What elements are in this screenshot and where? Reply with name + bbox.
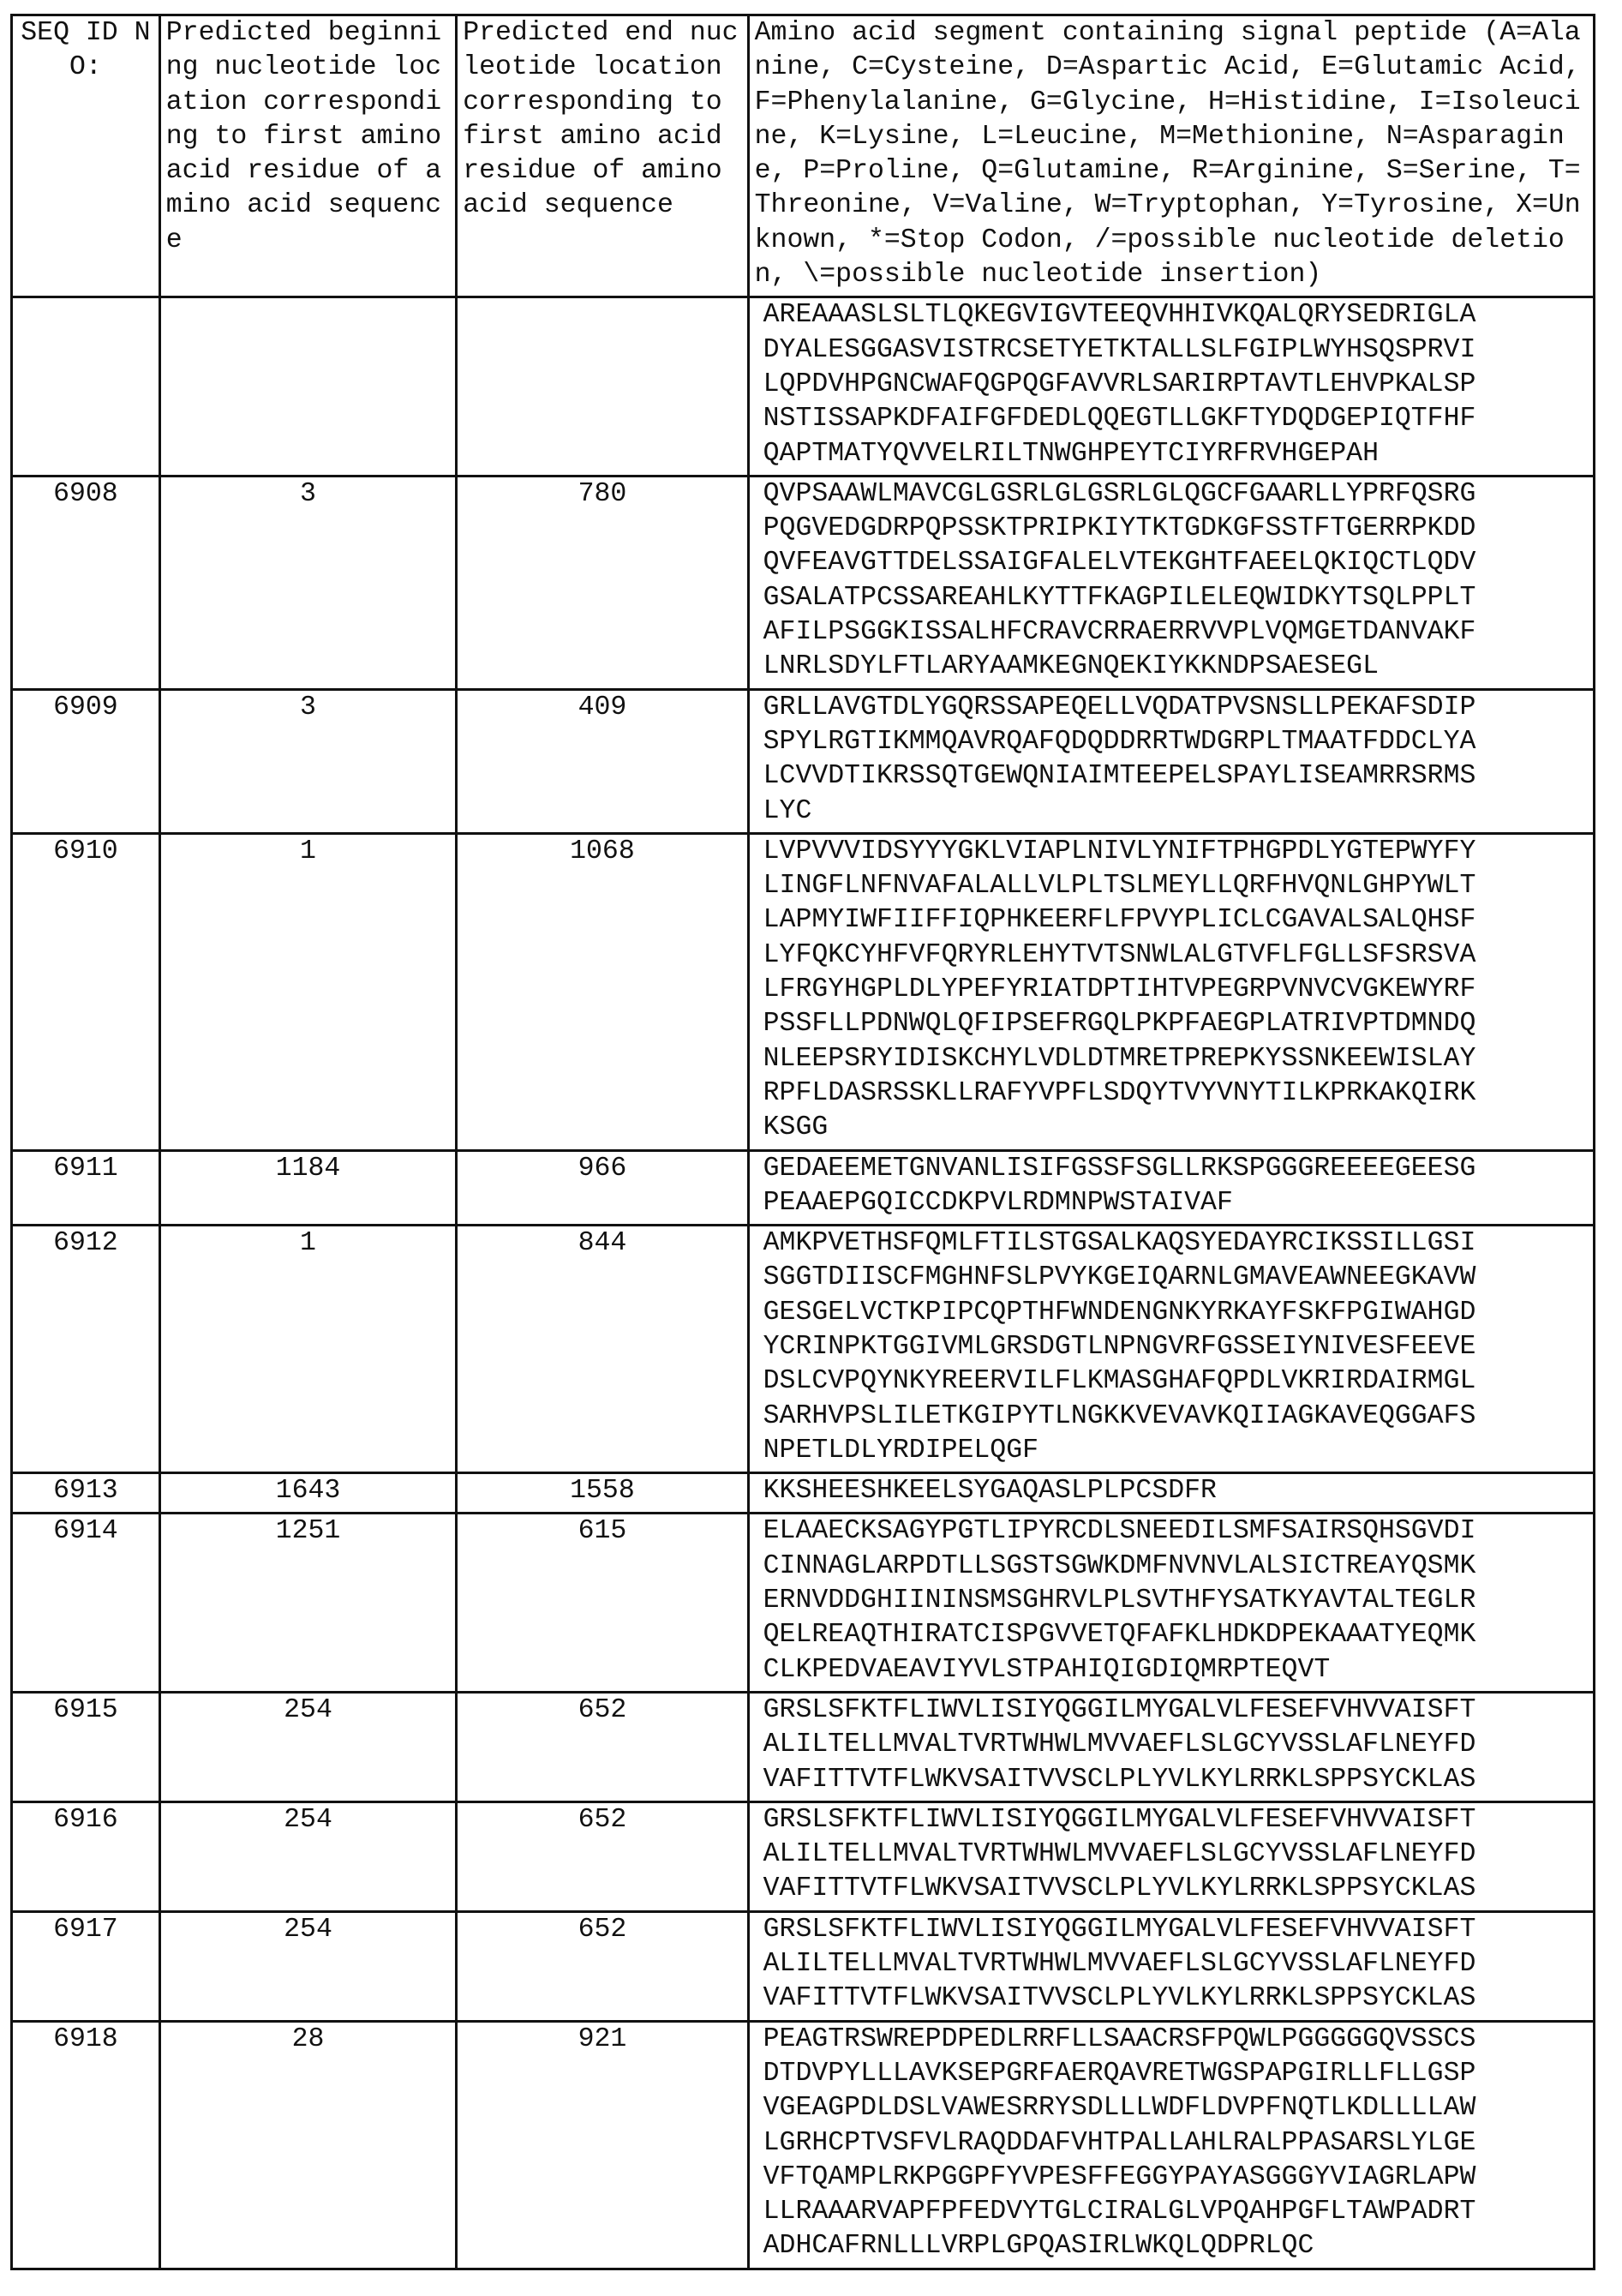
begin-cell: 1643 — [159, 1473, 456, 1514]
sequence-cell: ELAAECKSAGYPGTLIPYRCDLSNEEDILSMFSAIRSQHSGVDI CINNAGLARPDTLLSGSTSGWKDMFNVNVLALSICTREAYQSMK ERNVDDGHIININSMSGHRVLPLSVTHFYSATKYAVTALTEGLR QELREAQTHIRATCISPGVVETQFAFKLHDKDPEKAAATYEQMK CLKPEDVAEAVIYVLSTPAHIQIGDIQMRPTEQVT — [748, 1514, 1594, 1692]
begin-cell: 28 — [159, 2021, 456, 2269]
table-row — [12, 297, 1595, 476]
sequence-cell: GEDAEEMETGNVANLISIFGSSFSGLLRKSPGGGREEEEGEESG PEAAEPGQICCDKPVLRDMNPWSTAIVAF — [748, 1150, 1594, 1226]
table-row — [12, 1801, 1595, 1911]
end-cell: 1068 — [457, 833, 748, 1150]
sequence-cell: GRSLSFKTFLIWVLISIYQGGILMYGALVLFESEFVHVVAISFT ALILTELLMVALTVRTWHWLMVVAEFLSLGCYVSSLAFLNEYFD VAFITTVTFLWKVSAITVVSCLPLYVLKYLRRKLSPPSYCKLAS — [748, 1911, 1594, 2021]
end-cell: 652 — [457, 1692, 748, 1801]
begin-cell: 3 — [159, 476, 456, 689]
header-seq-id: SEQ ID NO: — [12, 15, 160, 297]
sequence-cell: PEAGTRSWREPDPEDLRRFLLSAACRSFPQWLPGGGGGQVSSCS DTDVPYLLLAVKSEPGRFAERQAVRETWGSPAPGIRLLFLLGSP VGEAGPDLDSLVAWESRRYSDLLLWDFLDVPFNQTLKDLLLLAW LGRHCPTVSFVLRAQDDAFVHTPALLAHLRALPPASARSLYLGE VFTQAMPLRKPGGPFYVPESFFEGGYPAYASGGGYVIAGRLAPW LLRAAARVAPFPFEDVYTGLCIRALGLVPQAHPGFLTAWPADRT ADHCAFRNLLLVRPLGPQASIRLWKQLQDPRLQC — [748, 2021, 1594, 2269]
begin-cell: 254 — [159, 1692, 456, 1801]
seq-id-cell: 6915 — [12, 1692, 160, 1801]
header-end: Predicted end nucleotide location corresponding to first amino acid residue of amino acid sequence — [457, 15, 748, 297]
begin-cell: 3 — [159, 689, 456, 833]
table-row — [12, 2021, 1595, 2269]
header-begin: Predicted beginning nucleotide location corresponding to first amino acid residue of amino acid sequence — [159, 15, 456, 297]
sequence-cell: GRSLSFKTFLIWVLISIYQGGILMYGALVLFESEFVHVVAISFT ALILTELLMVALTVRTWHWLMVVAEFLSLGCYVSSLAFLNEYFD VAFITTVTFLWKVSAITVVSCLPLYVLKYLRRKLSPPSYCKLAS — [748, 1801, 1594, 1911]
seq-id-cell: 6914 — [12, 1514, 160, 1692]
sequence-table — [10, 14, 1595, 2270]
seq-id-cell: 6908 — [12, 476, 160, 689]
table-row — [12, 1150, 1595, 1226]
begin-cell: 1 — [159, 833, 456, 1150]
seq-id-cell: 6913 — [12, 1473, 160, 1514]
end-cell: 652 — [457, 1801, 748, 1911]
seq-id-cell: 6912 — [12, 1226, 160, 1473]
begin-cell: 254 — [159, 1911, 456, 2021]
seq-id-cell: 6917 — [12, 1911, 160, 2021]
begin-cell — [159, 297, 456, 476]
table-row — [12, 476, 1595, 689]
begin-cell: 1251 — [159, 1514, 456, 1692]
seq-id-cell: 6910 — [12, 833, 160, 1150]
sequence-cell: GRLLAVGTDLYGQRSSAPEQELLVQDATPVSNSLLPEKAFSDIP SPYLRGTIKMMQAVRQAFQDQDDRRTWDGRPLTMAATFDDCLYA LCVVDTIKRSSQTGEWQNIAIMTEEPELSPAYLISEAMRRSRMS LYC — [748, 689, 1594, 833]
end-cell: 615 — [457, 1514, 748, 1692]
seq-id-cell: 6916 — [12, 1801, 160, 1911]
table-row — [12, 1473, 1595, 1514]
seq-id-cell: 6909 — [12, 689, 160, 833]
end-cell: 844 — [457, 1226, 748, 1473]
table-row — [12, 1514, 1595, 1692]
table-row — [12, 1226, 1595, 1473]
sequence-cell: LVPVVVIDSYYYGKLVIAPLNIVLYNIFTPHGPDLYGTEPWYFY LINGFLNFNVAFALALLVLPLTSLMEYLLQRFHVQNLGHPYWLT LAPMYIWFIIFFIQPHKEERFLFPVYPLICLCGAVALSALQHSF LYFQKCYHFVFQRYRLEHYTVTSNWLALGTVFLFGLLSFSRSVA LFRGYHGPLDLYPEFYRIATDPTIHTVPEGRPVNVCVGKEWYRF PSSFLLPDNWQLQFIPSEFRGQLPKPFAEGPLATRIVPTDMNDQ NLEEPSRYIDISKCHYLVDLDTMRETPREPKYSSNKEEWISLAY RPFLDASRSSKLLRAFYVPFLSDQYTVYVNYTILKPRKAKQIRK KSGG — [748, 833, 1594, 1150]
table-row — [12, 689, 1595, 833]
header-row — [12, 15, 1595, 297]
header-segment: Amino acid segment containing signal peptide (A=Alanine, C=Cysteine, D=Aspartic Acid, E=Glutamic Acid, F=Phenylalanine, G=Glycine, H=Histidine, I=Isoleucine, K=Lysine, L=Leucine, M=Methionine, N=Asparagine, P=Proline, Q=Glutamine, R=Arginine, S=Serine, T=Threonine, V=Valine, W=Tryptophan, Y=Tyrosine, X=Unknown, *=Stop Codon, /=possible nucleotide deletion, \=possible nucleotide insertion) — [748, 15, 1594, 297]
end-cell: 409 — [457, 689, 748, 833]
seq-id-cell: 6911 — [12, 1150, 160, 1226]
seq-id-cell — [12, 297, 160, 476]
sequence-cell: AREAAASLSLTLQKEGVIGVTEEQVHHIVKQALQRYSEDRIGLA DYALESGGASVISTRCSETYETKTALLSLFGIPLWYHSQSPRVI LQPDVHPGNCWAFQGPQGFAVVRLSARIRPTAVTLEHVPKALSP NSTISSAPKDFAIFGFDEDLQQEGTLLGKFTYDQDGEPIQTFHF QAPTMATYQVVELRILTNWGHPEYTCIYRFRVHGEPAH — [748, 297, 1594, 476]
table-row — [12, 833, 1595, 1150]
end-cell: 966 — [457, 1150, 748, 1226]
sequence-cell: KKSHEESHKEELSYGAQASLPLPCSDFR — [748, 1473, 1594, 1514]
table-row — [12, 1911, 1595, 2021]
begin-cell: 254 — [159, 1801, 456, 1911]
end-cell: 921 — [457, 2021, 748, 2269]
sequence-cell: AMKPVETHSFQMLFTILSTGSALKAQSYEDAYRCIKSSILLGSI SGGTDIISCFMGHNFSLPVYKGEIQARNLGMAVEAWNEEGKAVW GESGELVCTKPIPCQPTHFWNDENGNKYRKAYFSKFPGIWAHGD YCRINPKTGGIVMLGRSDGTLNPNGVRFGSSEIYNIVESFEEVE DSLCVPQYNKYREERVILFLKMASGHAFQPDLVKRIRDAIRMGL SARHVPSLILETKGIPYTLNGKKVEVAVKQIIAGKAVEQGGAFS NPETLDLYRDIPELQGF — [748, 1226, 1594, 1473]
end-cell: 780 — [457, 476, 748, 689]
begin-cell: 1 — [159, 1226, 456, 1473]
sequence-cell: GRSLSFKTFLIWVLISIYQGGILMYGALVLFESEFVHVVAISFT ALILTELLMVALTVRTWHWLMVVAEFLSLGCYVSSLAFLNEYFD VAFITTVTFLWKVSAITVVSCLPLYVLKYLRRKLSPPSYCKLAS — [748, 1692, 1594, 1801]
end-cell — [457, 297, 748, 476]
end-cell: 652 — [457, 1911, 748, 2021]
table-row — [12, 1692, 1595, 1801]
end-cell: 1558 — [457, 1473, 748, 1514]
seq-id-cell: 6918 — [12, 2021, 160, 2269]
begin-cell: 1184 — [159, 1150, 456, 1226]
table-body — [12, 297, 1595, 2269]
sequence-cell: QVPSAAWLMAVCGLGSRLGLGSRLGLQGCFGAARLLYPRFQSRG PQGVEDGDRPQPSSKTPRIPKIYTKTGDKGFSSTFTGERRPKDD QVFEAVGTTDELSSAIGFALELVTEKGHTFAEELQKIQCTLQDV GSALATPCSSAREAHLKYTTFKAGPILELEQWIDKYTSQLPPLT AFILPSGGKISSALHFCRAVCRRAERRVVPLVQMGETDANVAKF LNRLSDYLFTLARYAAMKEGNQEKIYKKNDPSAESEGL — [748, 476, 1594, 689]
